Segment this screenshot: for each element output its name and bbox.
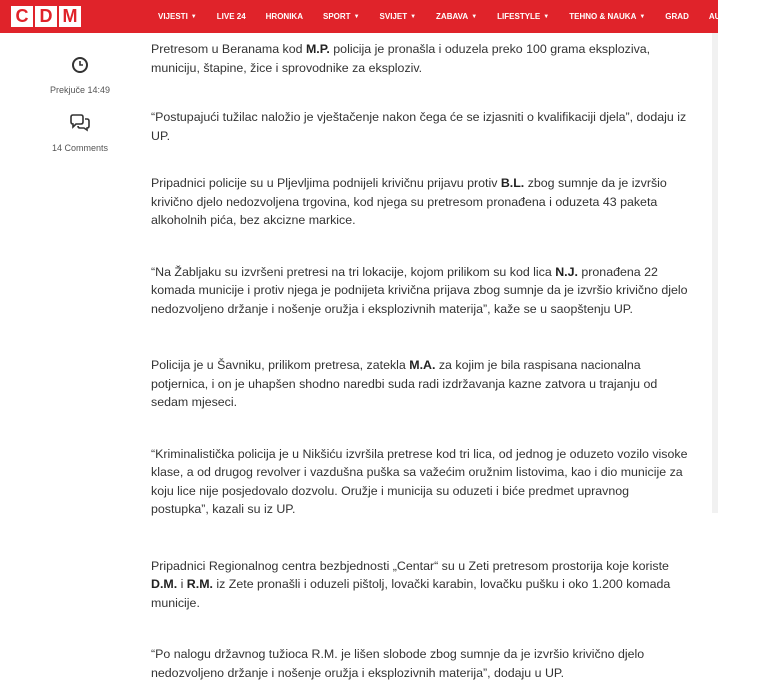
article-paragraph <box>151 557 689 613</box>
comments-link[interactable] <box>40 114 120 153</box>
paragraph-text: Pripadnici policije su u Pljevljima podnijeli krivičnu prijavu protiv <box>151 176 501 190</box>
clock-icon <box>71 56 89 74</box>
chevron-down-icon: ▼ <box>190 13 197 20</box>
article-paragraph <box>151 108 689 145</box>
article-paragraph <box>151 174 689 230</box>
nav-item[interactable] <box>699 12 777 21</box>
article-paragraph <box>151 263 689 319</box>
article-body <box>151 40 689 682</box>
person-initials: M.P. <box>305 42 330 56</box>
paragraph-text: za kojim je bila raspisana nacionalna potjernica, i on je uhapšen shodno naredbi suda radi izdržavanja kazne zatvora u trajanju od sedam mjeseci. <box>151 358 658 409</box>
nav-item-label: SVIJET <box>379 12 408 21</box>
nav-item-label: HRONIKA <box>265 12 303 21</box>
chevron-down-icon: ▼ <box>760 13 767 20</box>
nav-item-label: GRAD <box>665 12 689 21</box>
nav-item[interactable] <box>207 12 256 21</box>
comments-icon <box>69 114 91 132</box>
chevron-down-icon: ▼ <box>353 13 360 20</box>
person-initials: B.L. <box>500 176 525 190</box>
nav-item-label: SPORT <box>323 12 351 21</box>
paragraph-text: iz Zete pronašli i oduzeli pištolj, lovački karabin, lovačku pušku i oko 1.200 komada municije. <box>151 577 671 610</box>
chevron-down-icon: ▼ <box>543 13 550 20</box>
comments-count-label[interactable]: 14 Comments <box>51 143 109 153</box>
chevron-down-icon: ▼ <box>471 13 478 20</box>
nav-item[interactable] <box>655 12 699 21</box>
person-initials: R.M. <box>186 577 213 591</box>
chevron-down-icon: ▼ <box>639 13 646 20</box>
top-navigation-bar <box>0 0 767 33</box>
nav-item-label: TEHNO & NAUKA <box>569 12 637 21</box>
nav-item-label: VIJESTI <box>158 12 188 21</box>
logo-letter: C <box>11 6 33 27</box>
nav-item[interactable] <box>313 12 370 21</box>
nav-item-label: ZABAVA <box>436 12 469 21</box>
nav-item[interactable] <box>426 12 487 21</box>
logo-letter: D <box>35 6 57 27</box>
chevron-down-icon: ▼ <box>410 13 417 20</box>
paragraph-text: Policija je u Šavniku, prilikom pretresa, zatekla <box>151 358 410 372</box>
paragraph-text: “Kriminalistička policija je u Nikšiću izvršila pretrese kod tri lica, od jednog je oduzeto vozilo visoke klase, a od drugog revolver i vazdušna puška sa važećim oružnim listovima, kao i dio municije za koju lice nije posjedovalo dozvolu. Oružje i municija su oduzeti i biće predmet upravnog postupka”, kazali su iz UP. <box>151 446 688 516</box>
article-paragraph <box>151 445 689 519</box>
article-paragraph <box>151 645 689 682</box>
publish-time-label: Prekjuče 14:49 <box>49 85 111 95</box>
paragraph-text: “Po nalogu državnog tužioca R.M. je lišen slobode zbog sumnje da je izvršio krivično djelo nedozvoljeno držanje i nošenje oružja i eksplozivnih materija”, dodaju u UP. <box>151 647 645 680</box>
nav-item-label: LIVE 24 <box>216 12 246 21</box>
nav-item[interactable] <box>148 12 207 21</box>
paragraph-text: policija je pronašla i oduzela preko 100 grama eksploziva, municiju, štapine, žice i sprovodnike za eksploziv. <box>151 42 651 75</box>
paragraph-text: Pripadnici Regionalnog centra bezbjednosti „Centar“ su u Zeti pretresom prostorija koje koriste <box>151 558 669 573</box>
cdm-logo[interactable] <box>11 6 81 27</box>
nav-item[interactable] <box>559 12 655 21</box>
nav-item-label: AUTO-MOTO <box>708 12 758 21</box>
person-initials: M.A. <box>409 358 436 372</box>
nav-item[interactable] <box>487 12 559 21</box>
article-paragraph <box>151 40 689 77</box>
paragraph-text: “Na Žabljaku su izvršeni pretresi na tri lokacije, kojom prilikom su kod lica <box>151 264 556 279</box>
nav-item[interactable] <box>256 12 313 21</box>
logo-letter: M <box>59 6 81 27</box>
scrollbar[interactable] <box>712 33 718 513</box>
paragraph-text: “Postupajući tužilac naložio je vještačenje nakon čega će se izjasniti o kvalifikaciji djela”, dodaju iz UP. <box>151 110 687 143</box>
paragraph-text: Pretresom u Beranama kod <box>151 42 306 56</box>
paragraph-text: i <box>177 577 187 591</box>
nav-item-label: LIFESTYLE <box>497 12 541 21</box>
paragraph-text: pronađena 22 komada municije i protiv njega je podnijeta krivična prijava zbog sumnje da je izvršio krivično djelo nedozvoljeno držanje i nošenje oružja i eksplozivnih materija”, kaže se u saopštenju UP. <box>151 264 688 316</box>
publish-time <box>40 56 120 95</box>
paragraph-text: zbog sumnje da je izvršio krivično djelo nedozvoljena trgovina, kod njega su pretresom pronađena i oduzeta 43 paketa alkoholnih pića, bez akcizne markice. <box>151 176 667 227</box>
article-paragraph <box>151 356 689 412</box>
main-menu <box>148 0 777 33</box>
person-initials: N.J. <box>555 264 578 279</box>
nav-item[interactable] <box>370 12 427 21</box>
person-initials: D.M. <box>151 577 178 591</box>
